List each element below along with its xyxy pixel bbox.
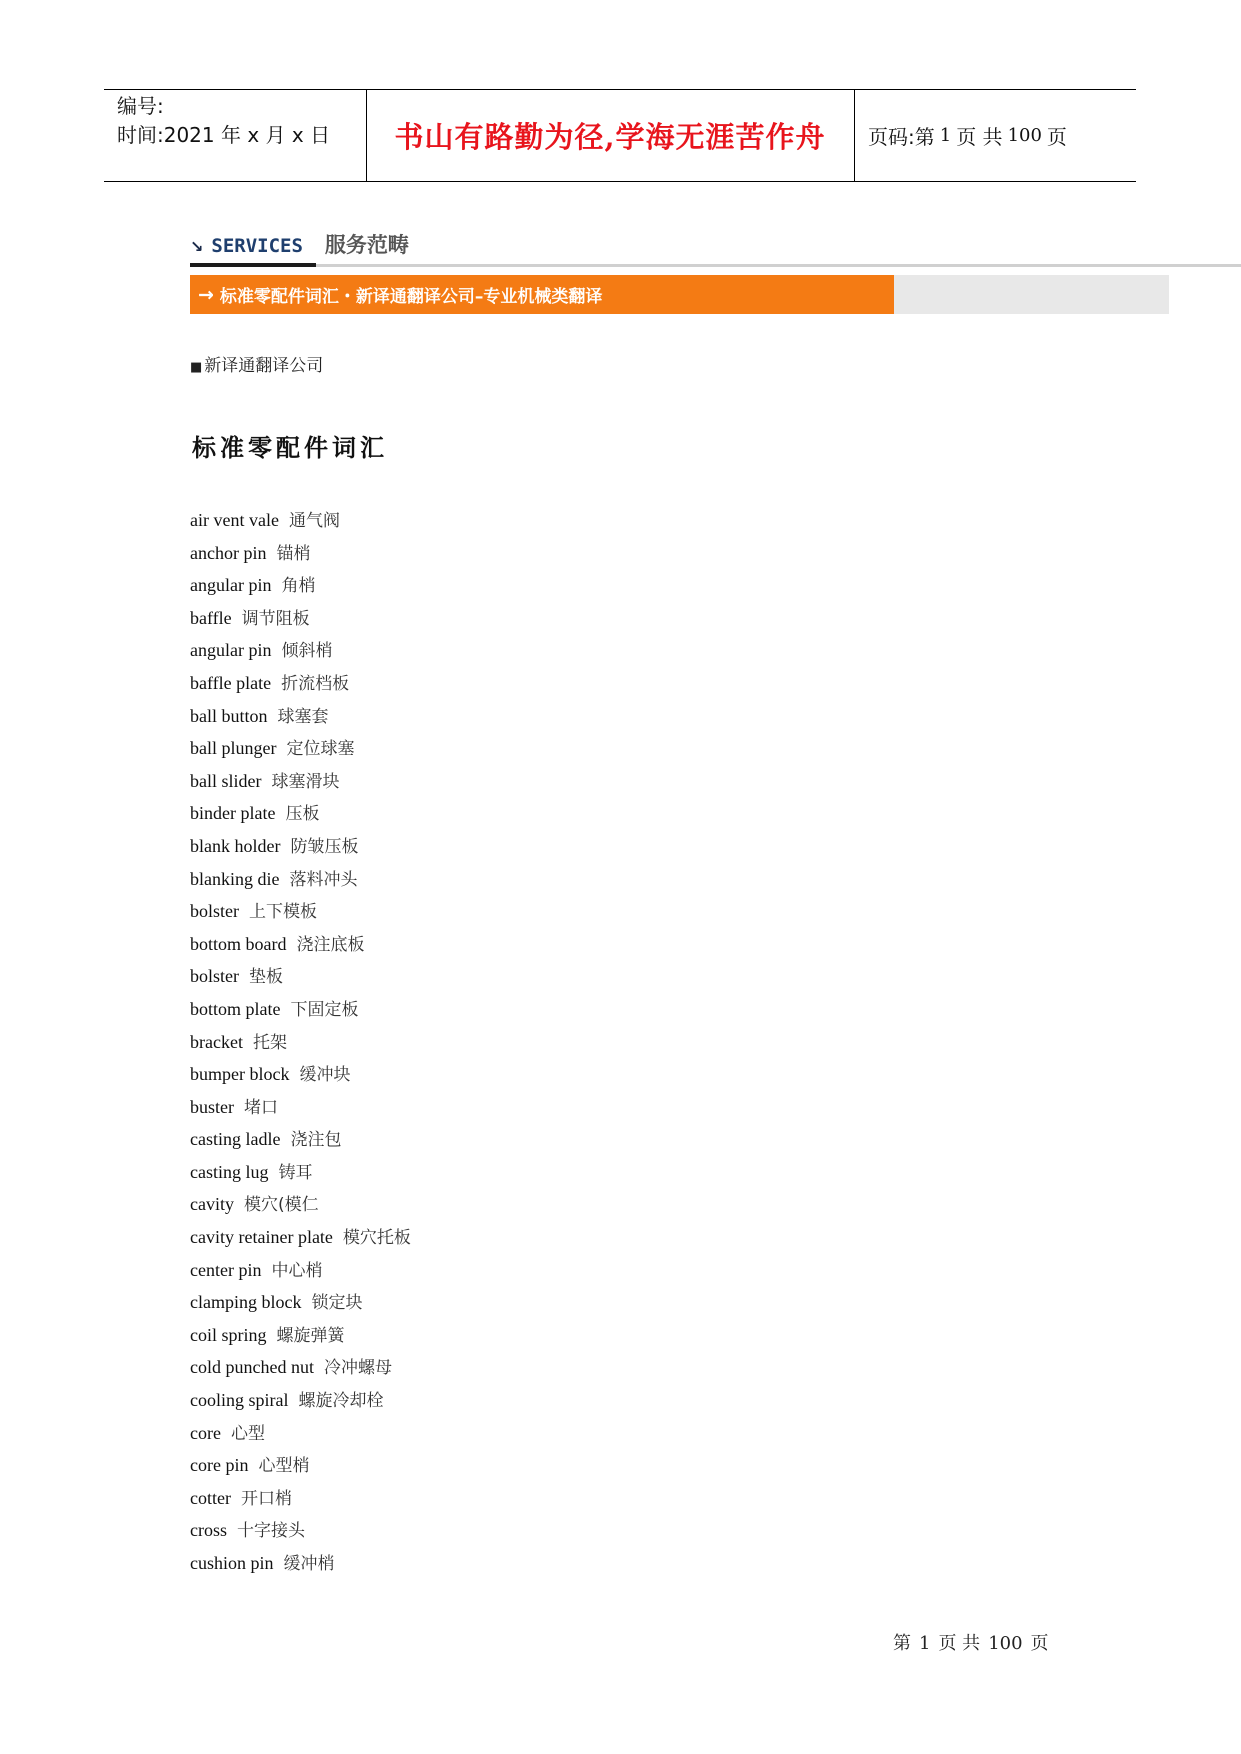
term-chinese: 锚梢 [276, 543, 311, 564]
term-item [190, 1319, 411, 1352]
term-english: anchor pin [190, 542, 267, 563]
term-chinese: 缓冲块 [299, 1065, 351, 1086]
term-item [190, 960, 411, 993]
term-english: baffle [190, 607, 232, 628]
term-item [190, 504, 411, 537]
term-chinese: 缓冲梢 [283, 1554, 335, 1574]
section-banner-text: 标准零配件词汇・新译通翻译公司–专业机械类翻译 [219, 287, 603, 307]
services-rule [316, 264, 1241, 267]
term-item [190, 1254, 411, 1287]
term-item [190, 1482, 411, 1515]
term-chinese: 折流档板 [281, 673, 350, 694]
footer-current: 1 [919, 1633, 931, 1654]
term-english: angular pin [190, 640, 272, 661]
term-english: cooling spiral [190, 1390, 289, 1411]
term-english: cold punched nut [190, 1357, 314, 1378]
term-chinese: 托架 [252, 1032, 287, 1053]
term-english: cotter [190, 1487, 231, 1508]
time-label: 时间:2021 年 x 月 x 日 [117, 123, 331, 147]
term-english: blanking die [190, 868, 280, 889]
term-chinese: 心型 [230, 1423, 265, 1444]
term-chinese: 螺旋弹簧 [276, 1325, 345, 1346]
footer-total: 100 [988, 1633, 1023, 1654]
term-item [190, 863, 411, 896]
term-english: ball slider [190, 770, 262, 791]
term-english: core [190, 1422, 221, 1443]
page-current: 1 [939, 124, 952, 146]
term-chinese: 十字接头 [237, 1521, 305, 1542]
term-chinese: 模穴(模仁 [243, 1195, 319, 1216]
term-english: bracket [190, 1031, 243, 1052]
term-english: casting ladle [190, 1129, 281, 1150]
term-chinese: 球塞套 [277, 706, 329, 727]
page-suffix: 页 [1046, 124, 1067, 149]
term-item [190, 1156, 411, 1189]
term-chinese: 堵口 [244, 1097, 278, 1118]
term-english: binder plate [190, 803, 276, 824]
term-item [190, 1417, 411, 1450]
term-chinese: 角梢 [281, 576, 316, 597]
services-cn-label: 服务范畴 [324, 233, 409, 257]
term-chinese: 调节阻板 [241, 608, 310, 629]
term-english: casting lug [190, 1161, 269, 1182]
term-chinese: 压板 [285, 804, 320, 825]
term-english: ball plunger [190, 738, 277, 759]
term-english: bolster [190, 966, 239, 987]
term-chinese: 心型梢 [258, 1456, 310, 1477]
section-banner [190, 275, 894, 314]
term-chinese: 浇注包 [290, 1130, 342, 1151]
term-item [190, 1547, 411, 1580]
number-label: 编号: [117, 94, 164, 118]
term-item [190, 1058, 411, 1091]
term-item [190, 1221, 411, 1254]
term-chinese: 铸耳 [278, 1162, 313, 1183]
term-item [190, 1286, 411, 1319]
services-en-label: SERVICES [211, 235, 303, 257]
term-chinese: 浇注底板 [296, 934, 365, 955]
term-chinese: 螺旋冷却栓 [298, 1391, 384, 1412]
term-item [190, 1123, 411, 1156]
footer-page-number [893, 1629, 1049, 1655]
square-bullet-icon: ■ [190, 360, 203, 375]
term-item [190, 700, 411, 733]
term-item [190, 667, 411, 700]
term-item [190, 797, 411, 830]
header-bottom-rule [104, 181, 1136, 182]
term-english: ball button [190, 705, 268, 726]
header-meta [117, 92, 330, 150]
term-chinese: 定位球塞 [286, 739, 355, 760]
term-item [190, 1514, 411, 1547]
footer-prefix: 第 [893, 1633, 911, 1654]
term-english: center pin [190, 1259, 262, 1280]
term-item [190, 1188, 411, 1221]
term-item [190, 830, 411, 863]
header-divider-right [854, 89, 855, 181]
header-page-number [868, 89, 1067, 181]
term-item [190, 1449, 411, 1482]
term-chinese: 倾斜梢 [281, 641, 333, 662]
term-english: angular pin [190, 575, 272, 596]
page-prefix: 页码:第 [868, 124, 935, 149]
term-english: bottom plate [190, 998, 281, 1019]
page-mid: 页 共 [956, 124, 1003, 149]
header-motto: 书山有路勤为径,学海无涯苦作舟 [394, 119, 826, 154]
term-english: core pin [190, 1455, 249, 1476]
term-english: air vent vale [190, 510, 279, 530]
company-line [190, 351, 323, 376]
term-chinese: 通气阀 [288, 511, 340, 531]
term-item [190, 765, 411, 798]
term-english: baffle plate [190, 672, 272, 693]
page-title: 标准零配件词汇 [192, 433, 388, 462]
term-item [190, 1384, 411, 1417]
arrow-right-icon: → [198, 283, 214, 306]
term-english: cavity [190, 1194, 234, 1215]
term-english: buster [190, 1096, 234, 1117]
term-chinese: 中心梢 [271, 1260, 323, 1281]
term-item [190, 602, 411, 635]
term-list [190, 504, 411, 1580]
term-item [190, 1026, 411, 1059]
term-chinese: 模穴托板 [342, 1228, 411, 1249]
term-chinese: 锁定块 [311, 1293, 363, 1314]
term-item [190, 634, 411, 667]
term-english: bumper block [190, 1064, 290, 1085]
term-item [190, 537, 411, 570]
services-underline [190, 263, 316, 267]
term-chinese: 球塞滑块 [271, 771, 340, 792]
section-banner-filler [894, 275, 1169, 314]
term-item [190, 895, 411, 928]
footer-mid: 页 共 [938, 1633, 981, 1654]
term-item [190, 928, 411, 961]
term-english: cushion pin [190, 1553, 274, 1573]
term-chinese: 上下模板 [249, 902, 317, 923]
term-english: cross [190, 1520, 227, 1541]
term-item [190, 1091, 411, 1124]
term-english: coil spring [190, 1324, 267, 1345]
term-item [190, 732, 411, 765]
term-chinese: 冷冲螺母 [323, 1358, 392, 1379]
term-chinese: 落料冲头 [289, 869, 358, 890]
term-item [190, 569, 411, 602]
term-item [190, 993, 411, 1026]
company-name: 新译通翻译公司 [204, 356, 324, 376]
term-chinese: 防皱压板 [290, 836, 359, 857]
term-english: clamping block [190, 1292, 302, 1313]
term-chinese: 开口梢 [240, 1488, 292, 1509]
term-english: cavity retainer plate [190, 1227, 333, 1248]
term-chinese: 下固定板 [290, 999, 359, 1020]
term-chinese: 垫板 [249, 967, 283, 988]
services-heading [190, 233, 409, 257]
term-english: blank holder [190, 835, 281, 856]
term-english: bolster [190, 901, 239, 922]
footer-suffix: 页 [1030, 1633, 1049, 1654]
arrow-down-right-icon: ↘ [190, 237, 204, 256]
term-item [190, 1351, 411, 1384]
page-total: 100 [1007, 124, 1042, 146]
term-english: bottom board [190, 933, 287, 954]
